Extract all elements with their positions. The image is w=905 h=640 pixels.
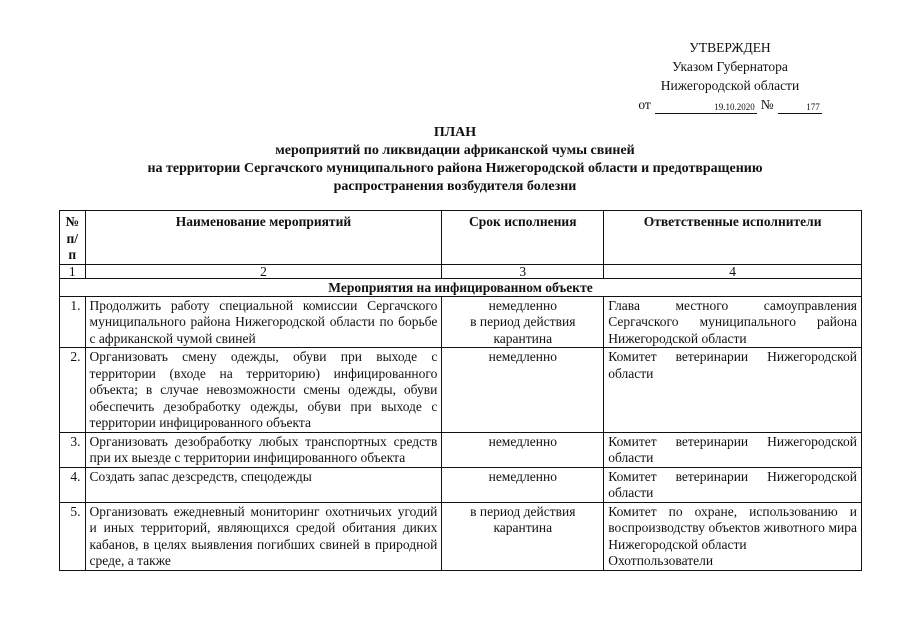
table-row	[60, 432, 862, 467]
row-measure: Организовать ежедневный мониторинг охотничьих угодий и иных территорий, являющихся средой обитания диких кабанов, в целях выявления погибших свиней в природной среде, а также	[85, 502, 442, 570]
row-measure: Продолжить работу специальной комиссии Сергачского муниципального района Нижегородской области по борьбе с африканской чумой свиней	[85, 296, 442, 348]
header-term: Срок исполнения	[442, 211, 604, 265]
column-index-row	[60, 264, 862, 278]
row-number: 2.	[60, 348, 86, 433]
table-row	[60, 502, 862, 570]
row-responsible: Комитет ветеринарии Нижегородской области	[604, 467, 862, 502]
row-term: в период действия карантина	[442, 502, 604, 570]
approval-line-approved: УТВЕРЖДЕН	[689, 40, 771, 55]
row-responsible: Глава местного самоуправления Сергачского муниципального района Нижегородской области	[604, 296, 862, 348]
row-responsible: Комитет по охране, использованию и воспроизводству объектов животного мира Нижегородской области Охотпользователи	[604, 502, 862, 570]
row-term: немедленно	[442, 348, 604, 433]
from-label: от	[638, 97, 651, 112]
index-cell: 3	[442, 264, 604, 278]
header-num: № п/п	[60, 211, 86, 265]
row-measure: Организовать дезобработку любых транспортных средств при их выезде с территории инфицированного объекта	[85, 432, 442, 467]
row-number: 5.	[60, 502, 86, 570]
section-title: Мероприятия на инфицированном объекте	[60, 278, 862, 296]
plan-table	[59, 210, 862, 571]
row-number: 3.	[60, 432, 86, 467]
row-responsible: Комитет ветеринарии Нижегородской области	[604, 348, 862, 433]
row-responsible: Комитет ветеринарии Нижегородской области	[604, 432, 862, 467]
table-header-row	[60, 211, 862, 265]
decree-number: 177	[778, 101, 822, 114]
approval-stamp	[600, 38, 860, 114]
row-number: 4.	[60, 467, 86, 502]
title-line-1: мероприятий по ликвидации африканской чумы свиней	[275, 143, 635, 158]
table-row	[60, 296, 862, 348]
title-line-3: распространения возбудителя болезни	[333, 179, 577, 194]
header-name: Наименование мероприятий	[85, 211, 442, 265]
approval-line-decree: Указом Губернатора	[672, 59, 788, 74]
number-label: №	[760, 97, 774, 112]
section-row	[60, 278, 862, 296]
row-measure: Организовать смену одежды, обуви при выходе с территории (входе на территорию) инфицированного объекта; в случае невозможности смены одежды, обуви обеспечить дезобработку одежды, обуви при выходе с территории инфицированного объекта	[85, 348, 442, 433]
index-cell: 1	[60, 264, 86, 278]
approval-line-region: Нижегородской области	[660, 78, 800, 93]
document-title	[40, 124, 870, 196]
table-row	[60, 348, 862, 433]
row-term: немедленно	[442, 467, 604, 502]
index-cell: 2	[85, 264, 442, 278]
row-term: немедленно	[442, 432, 604, 467]
index-cell: 4	[604, 264, 862, 278]
row-number: 1.	[60, 296, 86, 348]
header-resp: Ответственные исполнители	[604, 211, 862, 265]
decree-date: 19.10.2020	[655, 101, 757, 114]
row-term: немедленно в период действия карантина	[442, 296, 604, 348]
row-measure: Создать запас дезсредств, спецодежды	[85, 467, 442, 502]
title-heading: ПЛАН	[433, 125, 477, 140]
table-row	[60, 467, 862, 502]
approval-dateline	[600, 95, 860, 114]
title-line-2: на территории Сергачского муниципального района Нижегородской области и предотвращению	[147, 161, 763, 176]
